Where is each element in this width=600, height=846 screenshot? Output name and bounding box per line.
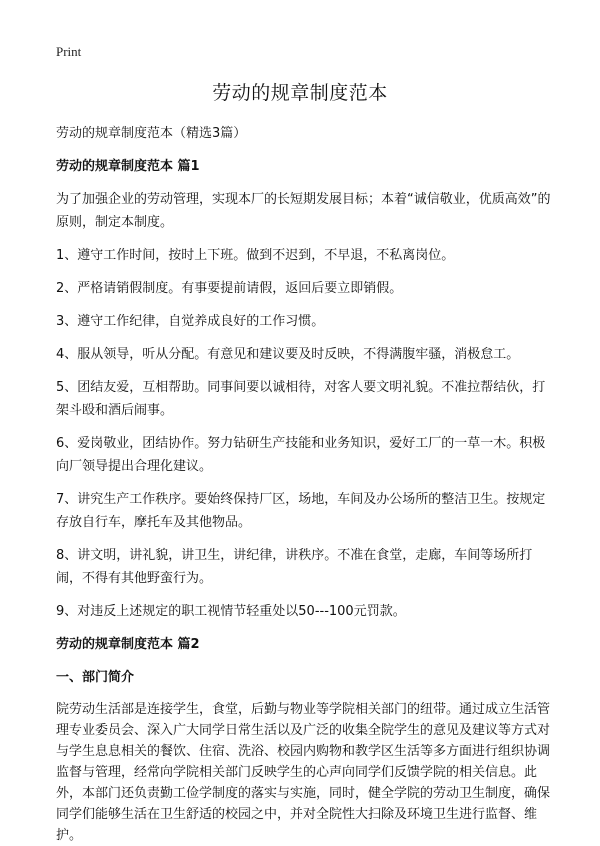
- document-body: [56, 122, 554, 846]
- section1-heading: 劳动的规章制度范本 篇1: [56, 159, 200, 174]
- section2-subheading: 一、部门简介: [56, 670, 135, 685]
- document-title: 劳动的规章制度范本: [212, 82, 388, 104]
- section1-intro: 为了加强企业的劳动管理，实现本厂的长短期发展目标；本着“诚信敬业，优质高效”的原则，制定本制度。: [56, 192, 551, 230]
- rule-item: 5、团结友爱，互相帮助。同事间要以诚相待，对客人要文明礼貌。不准拉帮结伙，打架斗殴和酒后闹事。: [56, 380, 546, 418]
- rule-item: 7、讲究生产工作秩序。要始终保持厂区，场地，车间及办公场所的整洁卫生。按规定存放自行车，摩托车及其他物品。: [56, 492, 546, 530]
- rule-item: 6、爱岗敬业，团结协作。努力钻研生产技能和业务知识，爱好工厂的一草一木。积极向厂领导提出合理化建议。: [56, 436, 546, 474]
- rule-item: 8、讲文明，讲礼貌，讲卫生，讲纪律，讲秩序。不准在食堂，走廊，车间等场所打闹，不得有其他野蛮行为。: [56, 548, 533, 586]
- rule-item: 1、遵守工作时间，按时上下班。做到不迟到，不早退，不私离岗位。: [56, 248, 455, 263]
- print-link[interactable]: Print: [56, 44, 82, 59]
- rule-item: 2、严格请销假制度。有事要提前请假，返回后要立即销假。: [56, 281, 403, 296]
- rule-item: 4、服从领导，听从分配。有意见和建议要及时反映，不得满腹牢骚，消极怠工。: [56, 347, 520, 362]
- rule-item: 9、对违反上述规定的职工视情节轻重处以50---100元罚款。: [56, 604, 406, 619]
- document-subtitle: 劳动的规章制度范本（精选3篇）: [56, 126, 247, 141]
- rule-item: 3、遵守工作纪律，自觉养成良好的工作习惯。: [56, 314, 325, 329]
- section2-paragraph: 院劳动生活部是连接学生，食堂，后勤与物业等学院相关部门的纽带。通过成立生活管理专业委员会、深入广大同学日常生活以及广泛的收集全院学生的意见及建议等方式对与学生息息相关的餐饮、住宿、洗浴、校园内购物和教学区生活等多方面进行组织协调监督与管理，经常向学院相关部门反映学生的心声向同学们反馈学院的相关信息。此外，本部门还负责勤工俭学制度的落实与实施，同时，健全学院的劳动卫生制度，确保同学们能够生活在卫生舒适的校园之中，并对全院性大扫除及环境卫生进行监督、维护。: [56, 702, 551, 843]
- section2-heading: 劳动的规章制度范本 篇2: [56, 637, 200, 652]
